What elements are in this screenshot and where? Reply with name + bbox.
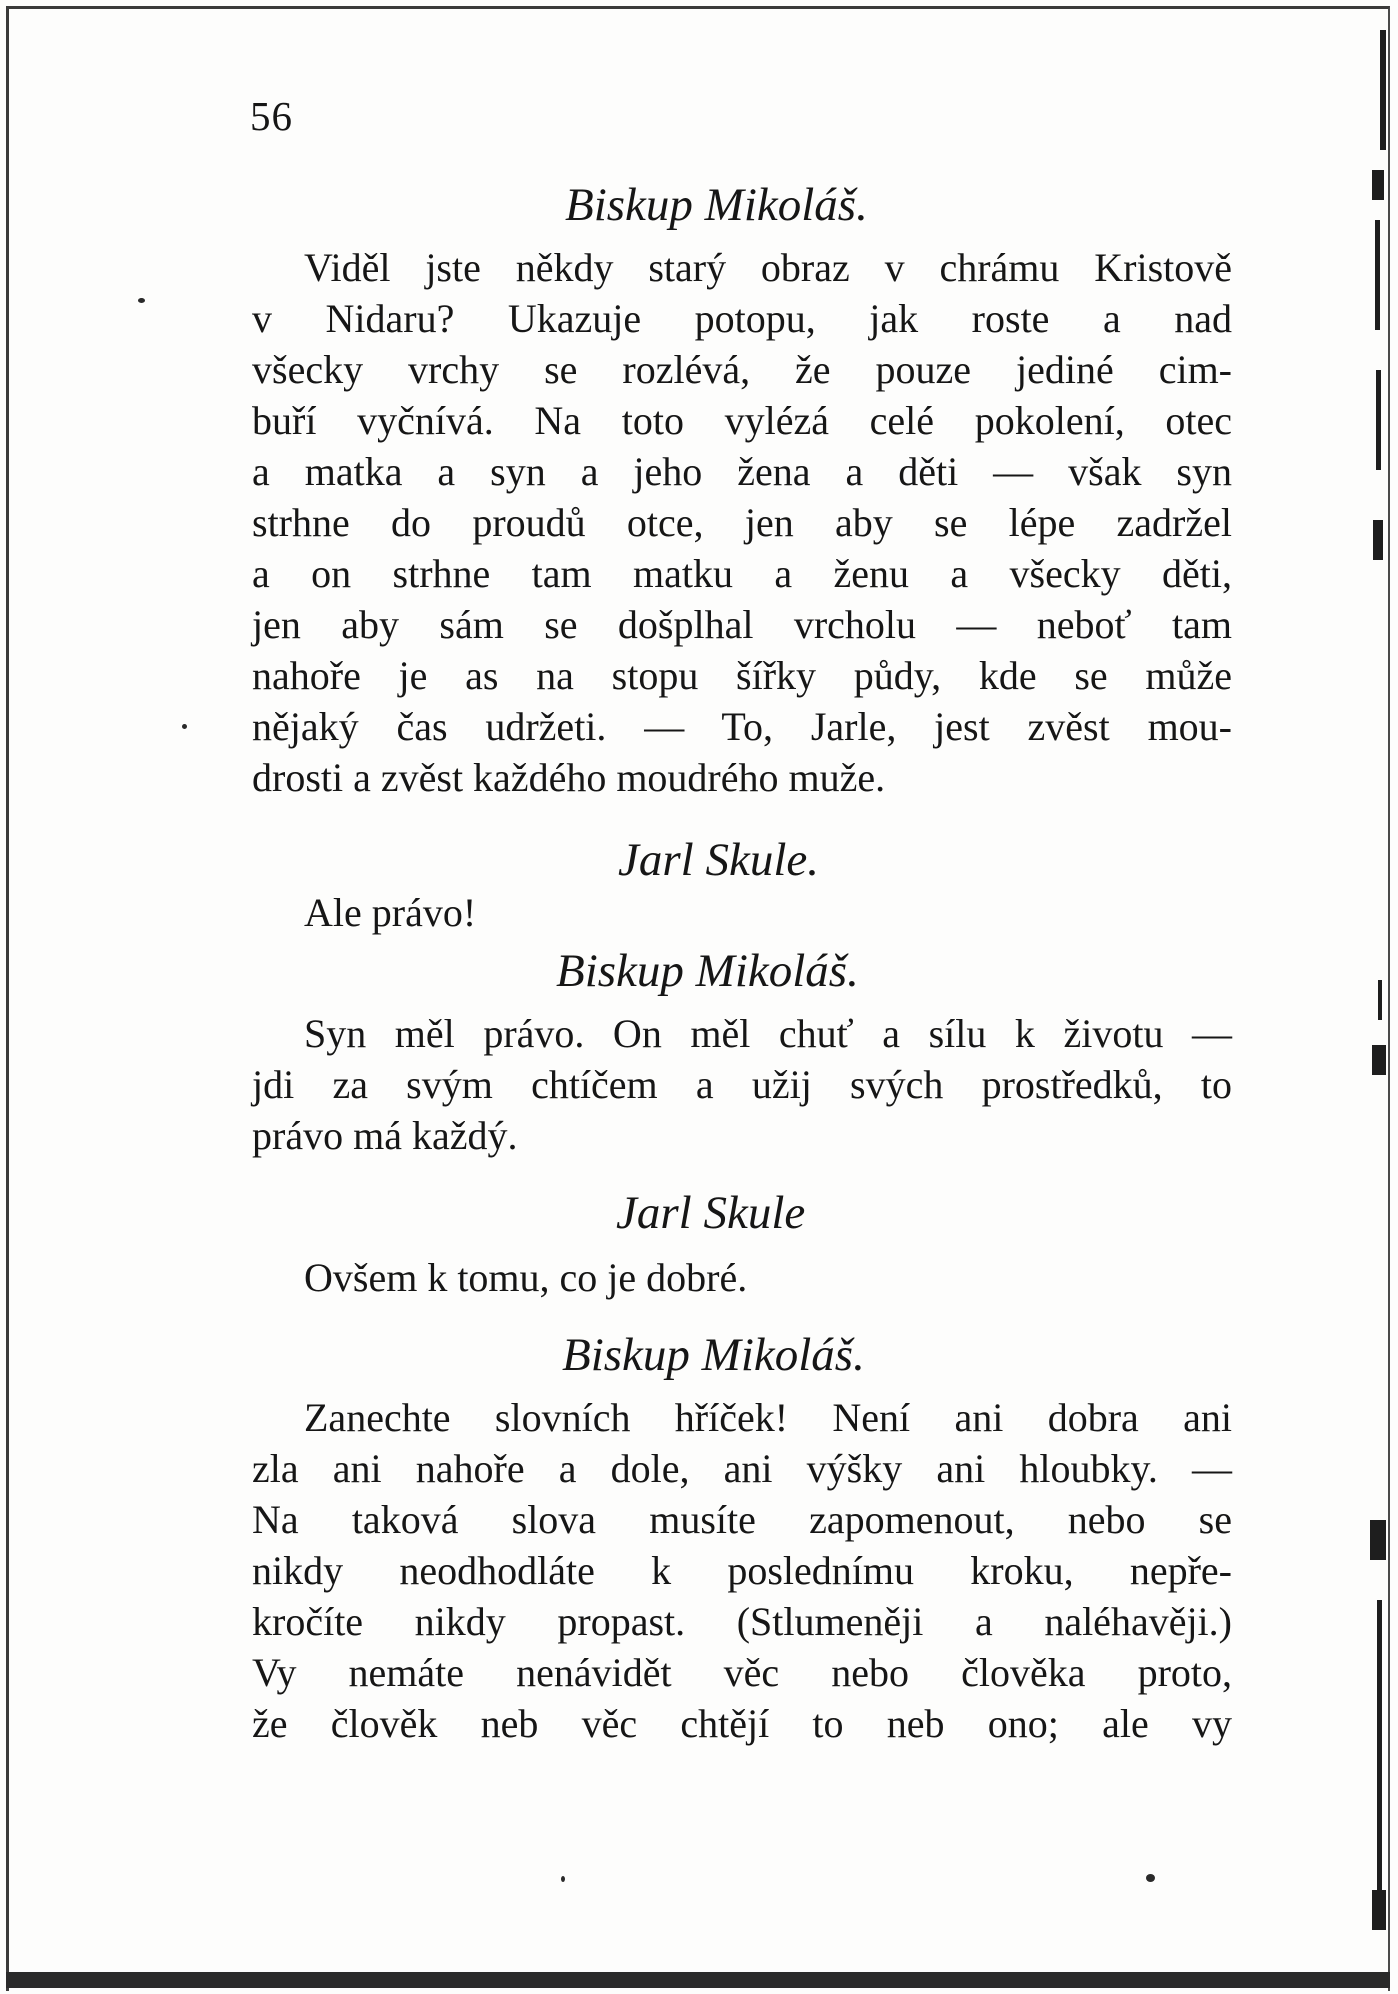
ink-speck (1146, 1874, 1155, 1882)
scan-edge-mark (1378, 980, 1382, 1020)
text-line: nějaký čas udržeti. — To, Jarle, jest zvěst mou- (252, 704, 1232, 749)
text-line: Ale právo! (304, 890, 477, 935)
scan-edge-mark (1372, 170, 1384, 200)
scan-bottom-edge (6, 1972, 1390, 1988)
text-line: kročíte nikdy propast. (Stlumeněji a naléhavěji.) (252, 1599, 1232, 1644)
text-line: zla ani nahoře a dole, ani výšky ani hloubky. — (252, 1446, 1232, 1491)
speaker-name: Biskup Mikoláš. (556, 945, 859, 997)
scan-edge-mark (1372, 1045, 1386, 1075)
scan-edge-mark (1372, 1890, 1386, 1930)
scan-edge-mark (1375, 220, 1380, 330)
text-line: všecky vrchy se rozlévá, že pouze jediné cim- (252, 347, 1232, 392)
text-line: Vy nemáte nenávidět věc nebo člověka proto, (252, 1650, 1232, 1695)
page-number: 56 (250, 93, 293, 139)
text-line: nahoře je as na stopu šířky půdy, kde se může (252, 653, 1232, 698)
speaker-name: Jarl Skule (616, 1187, 806, 1239)
scan-edge-mark (1370, 1520, 1386, 1560)
text-line: strhne do proudů otce, jen aby se lépe zadržel (252, 500, 1232, 545)
text-line: v Nidaru? Ukazuje potopu, jak roste a nad (252, 296, 1232, 341)
scan-edge-mark (1376, 370, 1381, 470)
text-line: právo má každý. (252, 1113, 518, 1158)
text-line: buří vyčnívá. Na toto vylézá celé pokolení, otec (252, 398, 1232, 443)
text-line: nikdy neodhodláte k poslednímu kroku, nepře- (252, 1548, 1232, 1593)
ink-speck (182, 724, 187, 729)
scan-edge-mark (1380, 30, 1386, 150)
text-line: Viděl jste někdy starý obraz v chrámu Kristově (304, 245, 1232, 290)
text-line: jdi za svým chtíčem a užij svých prostředků, to (252, 1062, 1232, 1107)
scan-edge-mark (1373, 520, 1383, 560)
ink-speck (138, 298, 145, 303)
ink-speck (561, 1876, 565, 1882)
text-line: drosti a zvěst každého moudrého muže. (252, 755, 886, 800)
text-line: Ovšem k tomu, co je dobré. (304, 1255, 748, 1300)
speaker-name: Biskup Mikoláš. (565, 179, 868, 231)
text-line: a matka a syn a jeho žena a děti — však syn (252, 449, 1232, 494)
text-line: Zanechte slovních hříček! Není ani dobra ani (304, 1395, 1232, 1440)
text-line: že člověk neb věc chtějí to neb ono; ale vy (252, 1701, 1232, 1746)
scan-edge-mark (1377, 1600, 1382, 1900)
text-line: Na taková slova musíte zapomenout, nebo se (252, 1497, 1232, 1542)
text-line: Syn měl právo. On měl chuť a sílu k životu — (304, 1011, 1232, 1056)
speaker-name: Biskup Mikoláš. (562, 1329, 865, 1381)
speaker-name: Jarl Skule. (618, 834, 819, 886)
text-line: jen aby sám se došplhal vrcholu — neboť tam (252, 602, 1232, 647)
text-line: a on strhne tam matku a ženu a všecky děti, (252, 551, 1232, 596)
